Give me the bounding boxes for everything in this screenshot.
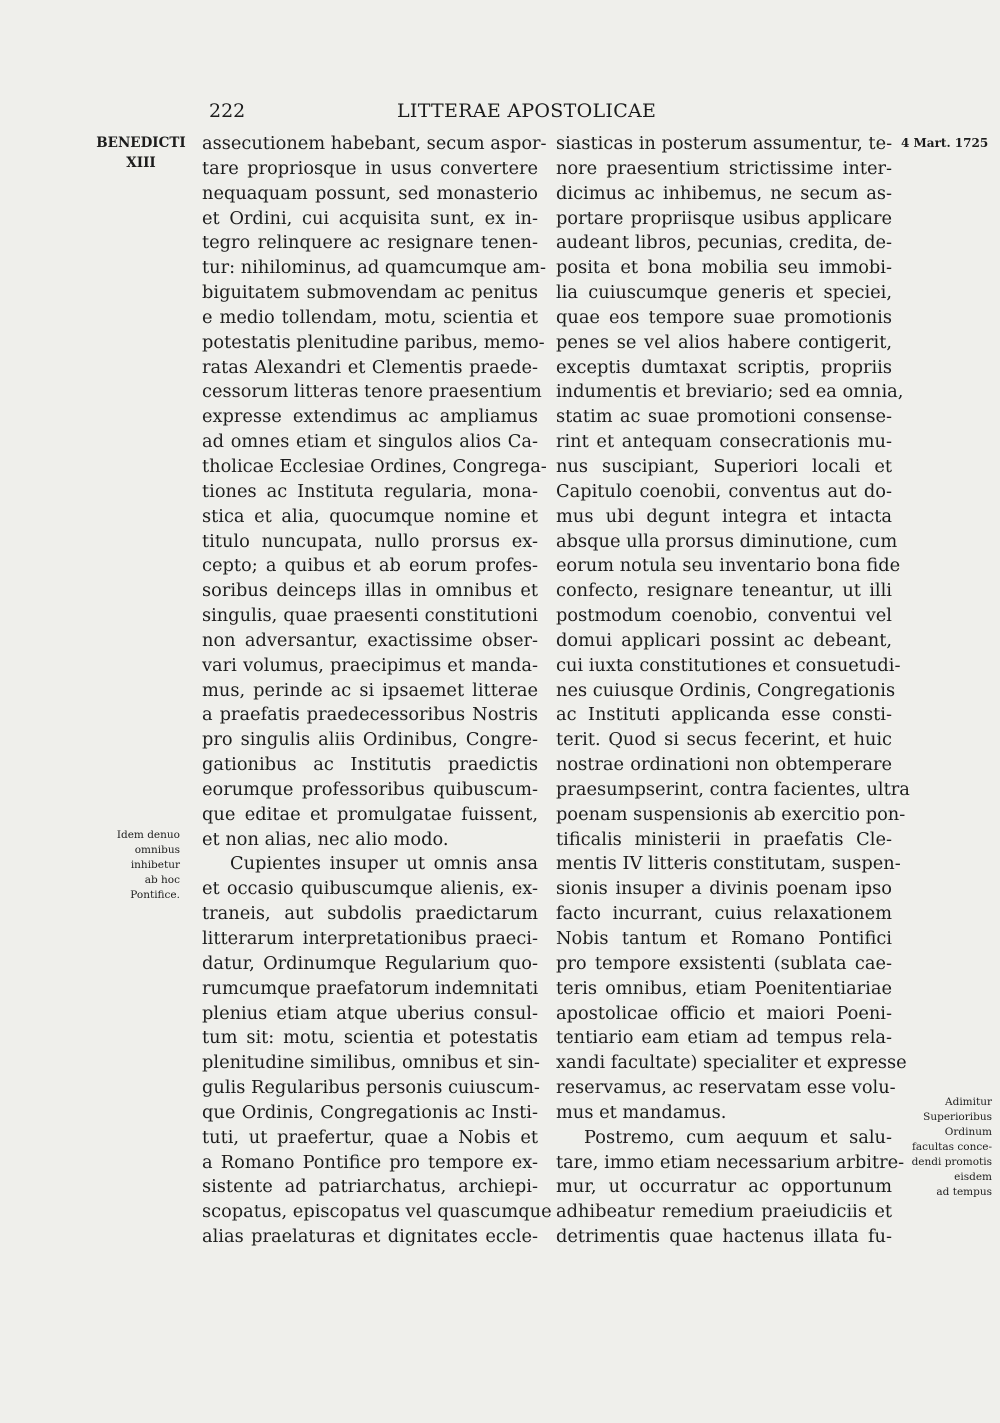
marginal-note-line: ab hoc — [144, 874, 180, 886]
text-line: biguitatem submovendam ac penitus — [202, 282, 538, 304]
text-line: pro tempore exsistenti (sublata cae- — [556, 952, 892, 974]
text-column-left — [202, 132, 552, 1250]
text-line: facto incurrant, cuius relaxationem — [556, 903, 892, 925]
text-line: tegro relinquere ac resignare tenen- — [202, 232, 538, 254]
text-line: tuti, ut praefertur, quae a Nobis et — [202, 1126, 538, 1148]
text-line: poenam suspensionis ab exercitio pon- — [556, 803, 906, 825]
text-line: sistente ad patriarchatus, archiepi- — [202, 1176, 538, 1198]
text-line: mus et mandamus. — [556, 1101, 727, 1123]
text-line: absque ulla prorsus diminutione, cum — [556, 530, 898, 552]
text-line: nequaquam possunt, sed monasterio — [202, 182, 538, 204]
text-line: plenitudine similibus, omnibus et sin- — [202, 1052, 540, 1074]
margin-title — [96, 133, 186, 173]
marginal-note-line: omnibus — [134, 844, 180, 856]
marginal-note-line: facultas conce- — [912, 1141, 992, 1153]
text-line: reservamus, ac reservatam esse volu- — [556, 1077, 896, 1099]
margin-title-line: XIII — [126, 155, 156, 171]
text-line: soribus deinceps illas in omnibus et — [202, 580, 538, 602]
text-line: plenius etiam atque uberius consul- — [202, 1002, 538, 1024]
text-line: gationibus ac Institutis praedictis — [202, 754, 538, 776]
running-head: LITTERAE APOSTOLICAE — [397, 100, 657, 122]
text-line: tur: nihilominus, ad quamcumque am- — [202, 257, 546, 279]
marginal-note-line: Superioribus — [923, 1111, 992, 1123]
text-line: detrimentis quae hactenus illata fu- — [556, 1226, 892, 1248]
text-line: singulis, quae praesenti constitutioni — [202, 605, 538, 627]
marginal-note-line: inhibetur — [130, 859, 180, 871]
text-line: tholicae Ecclesiae Ordines, Congrega- — [202, 455, 547, 477]
text-line: siasticas in posterum assumentur, te- — [556, 133, 893, 154]
text-line: cui iuxta constitutiones et consuetudi- — [556, 654, 901, 676]
text-line: Cupientes insuper ut omnis ansa — [230, 853, 538, 875]
text-line: que editae et promulgatae fuissent, — [202, 803, 538, 825]
marginal-note-line: Pontifice. — [130, 889, 180, 901]
text-line: adhibeatur remedium praeiudiciis et — [556, 1201, 892, 1223]
text-line: assecutionem habebant, secum aspor- — [202, 133, 547, 154]
text-line: ratas Alexandri et Clementis praede- — [202, 356, 538, 378]
text-line: et occasio quibuscumque alienis, ex- — [202, 878, 538, 900]
text-line: rumcumque praefatorum indemnitati — [202, 977, 539, 999]
marginal-note-line: Adimitur — [945, 1096, 992, 1108]
text-line: mur, ut occurratur ac opportunum — [556, 1176, 892, 1198]
text-line: confecto, resignare teneantur, ut illi — [556, 580, 892, 602]
text-line: tentiario eam etiam ad tempus rela- — [556, 1027, 892, 1049]
text-line: et non alias, nec alio modo. — [202, 828, 449, 850]
text-line: cessorum litteras tenore praesentium — [202, 381, 542, 403]
date-note: 4 Mart. 1725 — [901, 136, 989, 150]
marginal-note-line: ad tempus — [936, 1186, 992, 1198]
text-line: eorum notula seu inventario bona fide — [556, 555, 901, 577]
text-column-right — [556, 132, 910, 1250]
text-line: nore praesentium strictissime inter- — [556, 157, 892, 179]
text-line: dicimus ac inhibemus, ne secum as- — [556, 182, 892, 204]
text-line: gulis Regularibus personis cuiuscum- — [202, 1077, 540, 1099]
text-line: quae eos tempore suae promotionis — [556, 306, 892, 328]
text-line: a praefatis praedecessoribus Nostris — [202, 704, 538, 726]
text-line: postmodum coenobio, conventui vel — [556, 605, 892, 627]
text-line: e medio tollendam, motu, scientia et — [202, 306, 538, 328]
text-line: ac Instituti applicanda esse consti- — [556, 704, 892, 726]
text-line: tare, immo etiam necessarium arbitre- — [556, 1151, 905, 1173]
text-line: vari volumus, praecipimus et manda- — [202, 654, 538, 676]
marginal-note-line: Idem denuo — [116, 829, 180, 841]
text-line: indumentis et breviario; sed ea omnia, — [556, 381, 904, 403]
text-line: mus, perinde ac si ipsaemet litterae — [202, 679, 538, 701]
marginal-note-line: Ordinum — [944, 1126, 992, 1138]
text-line: tiones ac Instituta regularia, mona- — [202, 480, 538, 502]
text-line: nes cuiusque Ordinis, Congregationis — [556, 679, 896, 701]
text-line: ad omnes etiam et singulos alios Ca- — [202, 431, 538, 453]
text-line: sionis insuper a divinis poenam ipso — [556, 878, 892, 900]
marginal-note-line: eisdem — [954, 1171, 992, 1183]
text-line: tum sit: motu, scientia et potestatis — [202, 1027, 538, 1049]
text-line: traneis, aut subdolis praedictarum — [202, 903, 538, 925]
text-line: nostrae ordinationi non obtemperare — [556, 754, 892, 776]
text-line: audeant libros, pecunias, credita, de- — [556, 232, 892, 254]
text-line: expresse extendimus ac ampliamus — [202, 406, 538, 428]
text-line: potestatis plenitudine paribus, memo- — [202, 331, 545, 353]
text-line: mus ubi degunt integra et intacta — [556, 505, 892, 527]
text-line: alias praelaturas et dignitates eccle- — [202, 1226, 538, 1248]
text-line: mentis IV litteris constitutam, suspen- — [556, 853, 901, 875]
text-line: pro singulis aliis Ordinibus, Congre- — [202, 729, 538, 751]
page-number: 222 — [209, 100, 246, 122]
text-line: posita et bona mobilia seu immobi- — [556, 257, 892, 279]
marginal-note-left — [86, 828, 180, 903]
margin-title-line: BENEDICTI — [96, 135, 186, 151]
text-line: Capitulo coenobii, conventus aut do- — [556, 480, 892, 502]
marginal-note-line: dendi promotis — [911, 1156, 992, 1168]
text-line: et Ordini, cui acquisita sunt, ex in- — [202, 207, 538, 229]
text-line: nus suscipiant, Superiori locali et — [556, 455, 892, 477]
text-line: scopatus, episcopatus vel quascumque — [202, 1201, 552, 1223]
marginal-note-right — [896, 1095, 992, 1200]
text-line: datur, Ordinumque Regularium quo- — [202, 952, 538, 974]
text-line: a Romano Pontifice pro tempore ex- — [202, 1151, 538, 1173]
text-line: rint et antequam consecrationis mu- — [556, 431, 892, 453]
text-line: eorumque professoribus quibuscum- — [202, 778, 538, 800]
text-line: exceptis dumtaxat scriptis, propriis — [556, 356, 892, 378]
text-line: Nobis tantum et Romano Pontifici — [556, 928, 892, 949]
text-line: lia cuiuscumque generis et speciei, — [556, 282, 892, 304]
text-line: domui applicari possint ac debeant, — [556, 629, 892, 651]
text-line: non adversantur, exactissime obser- — [202, 629, 538, 651]
text-line: apostolicae officio et maiori Poeni- — [556, 1002, 892, 1024]
text-line: tare propriosque in usus convertere — [202, 157, 538, 179]
text-line: cepto; a quibus et ab eorum profes- — [202, 555, 538, 577]
text-line: statim ac suae promotioni consense- — [556, 406, 892, 428]
text-line: tificalis ministerii in praefatis Cle- — [556, 828, 892, 850]
text-line: que Ordinis, Congregationis ac Insti- — [202, 1101, 538, 1123]
text-line: portare propriisque usibus applicare — [556, 207, 892, 229]
text-line: xandi facultate) specialiter et expresse — [556, 1052, 907, 1074]
text-line: teris omnibus, etiam Poenitentiariae — [556, 977, 892, 999]
text-line: titulo nuncupata, nullo prorsus ex- — [202, 530, 538, 552]
text-line: penes se vel alios habere contigerit, — [556, 331, 892, 353]
text-line: terit. Quod si secus fecerint, et huic — [556, 729, 892, 751]
text-line: litterarum interpretationibus praeci- — [202, 928, 538, 949]
text-line: stica et alia, quocumque nomine et — [202, 505, 538, 527]
text-line: praesumpserint, contra facientes, ultra — [556, 778, 910, 800]
text-line: Postremo, cum aequum et salu- — [584, 1126, 892, 1148]
